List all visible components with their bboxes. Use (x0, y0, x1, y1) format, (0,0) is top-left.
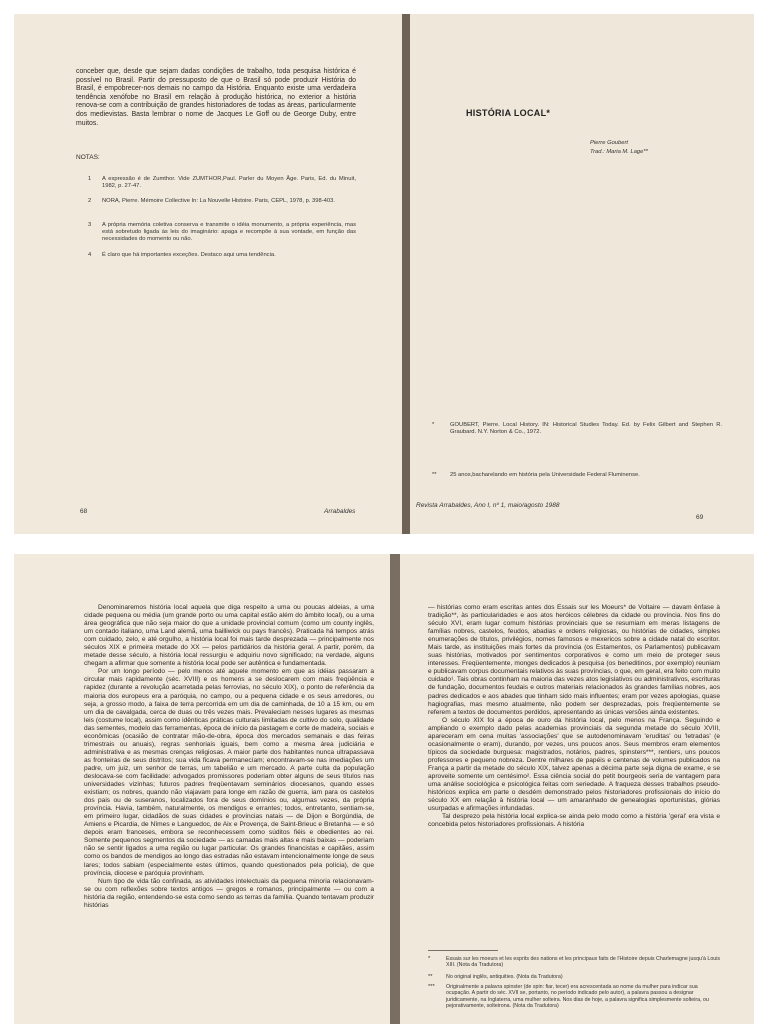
top-left-page (14, 14, 405, 534)
body-text-column (84, 604, 374, 910)
note-text: É claro que há importantes exceções. Destaco aqui uma tendência. (102, 252, 276, 258)
footnote-text: No original inglês, antiquities. (Nota da Tradutora) (446, 974, 563, 980)
body-text-column (428, 604, 720, 829)
note-number: 3 (88, 222, 92, 228)
note-text: NORA, Pierre. Mémoire Collective In: La Nouvelle Histoire. Paris, CEPL, 1978, p. 398-403. (102, 198, 335, 204)
top-right-page (410, 14, 754, 534)
notes-heading: NOTAS: (76, 154, 100, 161)
article-title: HISTÓRIA LOCAL* (466, 108, 551, 118)
paragraph: O século XIX foi a época de ouro da história local, pelo menos na França. Seguindo e ampliando o exemplo dado pelas academias provinciais da segunda metade do século XVIII, apareceram em cena muitas 'associações' que se autodenominavam 'eruditas' ou 'letradas' (e ocasionalmente o eram), durando, por vezes, uns poucos anos. Seus membros eram elementos típicos da sociedade burguesa: magistrados, notários, padres, spinsters***, rentiers, uns poucos professores e pequeno nobreza. Dentre milhares de papéis e centenas de volumes publicados na França a partir da metade do século XIX, talvez apenas a décima parte seja digna de exame, e se aproveite somente um centésimo². Essa ciência social do petit bourgeois seria de vantagem para uma análise sociológica e psicológica feitas com seriedade. A fraqueza desses trabalhos pseudo-históricos explica em parte o desdém demonstrado pelos historiadores profissionais do início do século XX em relação à história local — um amaranhado de genealogias oportunistas, glórias usurpadas e afirmações infundadas. (428, 716, 720, 813)
note-text: A própria memória coletiva conserva e transmite o idéia monumento, a própria experiência, mas está sobretudo ligada às leis do imaginário: apaga e recompõe à sua vontade, em função das necessidades do momento ou não. (102, 222, 356, 243)
intro-text: conceber que, desde que sejam dadas condições de trabalho, toda pesquisa histórica é possível no Brasil. Partir do pressuposto de que o Brasil só pode produzir História do Brasil, é empobrecer-nos demais no campo da História. Enquanto existe uma verdadeira tendência xenófobe no Brasil em relação à produção histórica, no exterior a história renova-se com a contribuição de grandes historiadores de todas as áreas, particularmente dos medievistas. Basta lembrar o nome de Jacques Le Goff ou de George Duby, entre muitos. (76, 68, 356, 127)
paragraph: Num tipo de vida tão confinada, as atividades intelectuais da pequena minoria relacionavam-se ou com reflexões sobre textos antigos — gregos e romanos, principalmente — ou com a história da região, entendendo-se esta como sendo as terras da família. Quando tentavam produzir histórias (84, 877, 374, 909)
note-text: A expressão é de Zumthor. Vide ZUMTHOR,Paul. Parler du Moyen Âge. Paris, Ed. du Minuit, 1982, p. 27-47. (102, 176, 356, 190)
footnote-text: GOUBERT, Pierre. Local History. IN: Historical Studies Today. Ed. by Felix Gilbert and Stephen R. Graubard. N.Y. Norton & Co., 1972. (450, 422, 722, 436)
bottom-left-page (14, 554, 392, 1024)
paragraph: — histórias como eram escritas antes dos Essais sur les Moeurs* de Voltaire — davam ênfase à tradição**, às particularidades e aos atos heróicos célebres da cidade ou província. Nos fins do século XVI, eram lugar comum histórias provinciais que se resumiam em meras listagens de famílias nobres, castelos, feudos, abadias e ordens religiosas, ou histórias de cidades, simples enumerações de títulos, privilégios, nomes famosos e mexericos sobre a cidade natal do escritor. Mais tarde, as instituições mais fortes da província (os Estamentos, os Parlamentos) publicavam suas histórias, motivados por sentimentos corporativos e como um meio de proteger seus interesses. Freqüentemente, monges dedicados à pesquisa (os beneditinos, por exemplo) reuniam e publicavam corpus documentais relativos às suas províncias, o que, em geral, era feito com muito cuidado¹. Tais obras continham na maioria das vezes atos legislativos ou administrativos, escrituras de fundação, documentos feudais e outros materiais relacionados às grandes famílias nobres, aos padres dedicados e aos abades que tinham sido mais influentes; eram por vezes apologias, quase hagiografias, mas mesmo atualmente, não podem ser desprezadas, pois freqüentemente se referem a textos de documentos perdidos, apresentando as únicas versões ainda existentes. (428, 604, 720, 716)
footnote-text: Originalmente a palavra spinster (de spin: fiar, tecer) era acrescentada ao nome da mulher para indicar sua ocupação. A partir do séc. XVII se, portanto, no período indicado pelo autor), a palavra passou a designar juridicamente, na Inglaterra, uma mulher solteira. Nos dias de hoje, a palavra significa simplesmente solteira, ou pejorativamente, solteirona. (Nota da Tradutora) (446, 984, 709, 1010)
footnote-mark: * (432, 422, 435, 428)
footnote-rule (428, 950, 498, 951)
running-head: Revista Arrabaldes, Ano I, nº 1, maio/agosto 1988 (416, 502, 560, 509)
footnote-mark: *** (428, 984, 435, 990)
author: Pierre Goubert (590, 140, 629, 146)
paragraph: Por um longo período — pelo menos até aquele momento em que as idéias passaram a circular mais rapidamente (séc. XVIII) e os homens a se deslocarem com mais freqüência e rapidez (durante a revolução acarretada pelas ferrovias, no século XIX), o ponto de referência da maioria dos europeus era a paróquia, no campo, ou a pequena cidade e os seus arredores, ou seja, a grosso modo, a faixa de terra percorrida em um dia de caminhada, de 10 a 15 km, ou em um dia de cavalgada, cerca de duas ou três vezes mais. Prevaleciam nesses lugares as mesmas leis (costume local), assim como idênticas práticas culturais limitadas de cultivo do solo, qualidade das sementes, modelo das ferramentas, época de início da pastagem e corte de madeira, sociais e econômicas (ocasião de contratar mão-de-obra, época dos mercados semanais e das feiras trimestrais ou anuais), regras senhoriais iguais, bem como a mesma área judiciária e administrativa e as mesmas crenças religiosas. A maior parte dos habitantes nunca ultrapassava as fronteiras de seus distritos; sua vida ficava permanecíam; encontravam-se nas imediações um padre, um juiz, um senhor de terras, um tabelião e um mercado. A parte culta da população deslocava-se com facilidade: advogados promissores poderiam obter alguns de seus títulos nas universidades vizinhas; futuros padres freqüentavam seminários diocesanos, quando esses existiam; os nobres, quando não viajavam para longe em razão de guerra, iam para os castelos dos pais ou de suseranos, localizados fora de seus domínios ou, algumas vezes, da própria província. Havia, também, naturalmente, os mendigos e errantes; todos, entretanto, sentiam-se, em primeiro lugar, cidadãos de suas cidades e províncias natais — de Dijon e Borgúndia, de Amiens e Picardia, de Nîmes e Languedoc, de Aix e Provença, de Saint-Brieuc e Bretanha — e só depois eram franceses, embora se reconhecessem como súditos fiéis e obedientes ao rei. Somente pequenos segmentos da sociedade — as camadas mais altas e mais baixas — poderiam não se sentir ligados a uma região ou lugar particular. Os grandes financistas e capitães, assim como os bandos de mendigos ao longo das estradas não estavam intencionalmente longe de seus lares; todos sabiam (especialmente estes últimos, quando questionados pela polícia), de que província, diocese e paróquia provinham. (84, 668, 374, 877)
translator: Trad.: Maria M. Lage** (590, 149, 648, 155)
footnote-mark: ** (432, 472, 437, 478)
page-number: 69 (696, 514, 704, 521)
page-number: 68 (80, 508, 88, 515)
paragraph: Tal desprezo pela história local explica-se ainda pelo modo como a história 'geral' era vista e concebida pelos historiadores profissionais. A história (428, 813, 720, 829)
footnote-text: 25 anos,bacharelando em história pela Universidade Federal Fluminense. (450, 472, 640, 478)
note-number: 4 (88, 252, 92, 258)
bottom-spread (0, 544, 768, 1024)
footnote-text: Essais sur les moeurs et les esprits des nations et les principaux faits de l'Histoire depuis Charlemagne jusqu'à Louis XIII. (Nota da Tradutora) (446, 956, 721, 969)
bottom-right-page (400, 554, 754, 1024)
paragraph: Denominaremos história local aquela que diga respeito a uma ou poucas aldeias, a uma cidade pequena ou média (um grande porto ou uma capital estão além do âmbito local), ou a uma área geográfica que não seja maior do que a unidade provincial comum (como um county inglês, um contado italiano, uma Land alemã, uma bailliwick ou pays francês). Praticada há tempos atrás com cuidado, zelo, e até orgulho, a história local foi mais tarde desprezada — principalmente nos séculos XIX e primeira metade do XX — pelos partidários da história geral. A partir, porém, da metade desse século, a história local ressurgiu e adquiriu novo significado; na verdade, alguns chegam a afirmar que somente a história local pode ser autêntica e fundamentada. (84, 604, 374, 668)
footnote-mark: ** (428, 974, 433, 980)
footnote-mark: * (428, 956, 431, 962)
note-number: 1 (88, 176, 92, 182)
note-number: 2 (88, 198, 92, 204)
running-head: Arrabaldes (324, 508, 356, 515)
